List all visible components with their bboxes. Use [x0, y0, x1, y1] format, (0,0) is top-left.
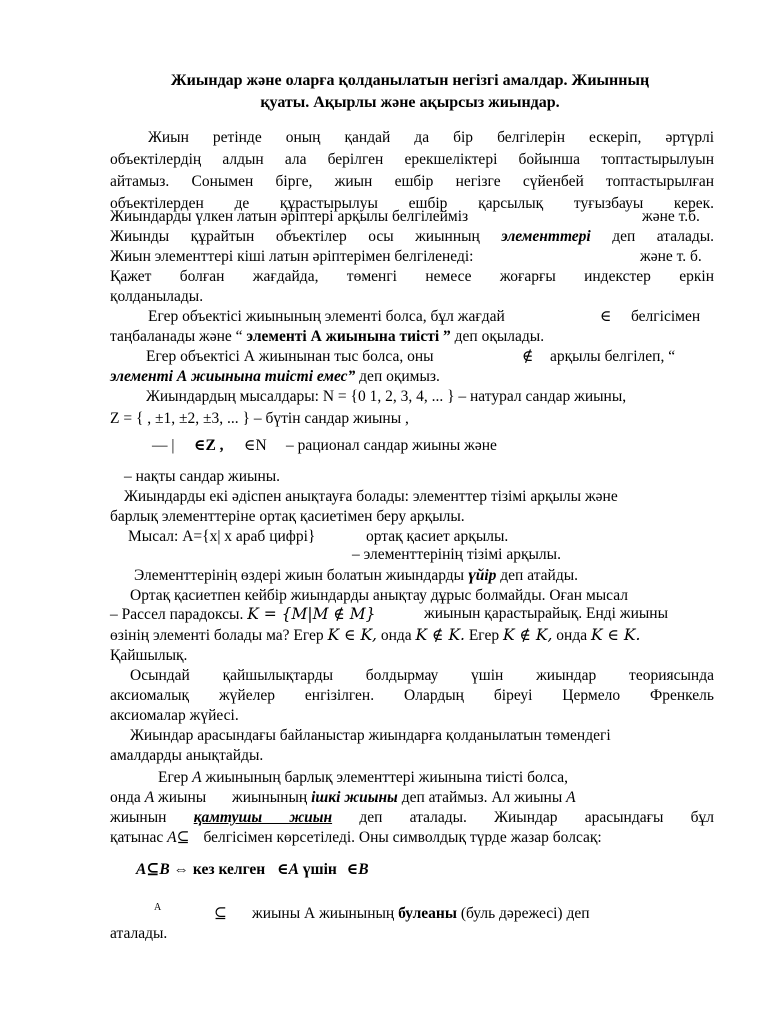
text-span: Элементтерінің өздері жиын болатын жиындарды [134, 567, 465, 584]
paragraph-line: қолданылады. [110, 288, 204, 305]
paragraph-line: амалдарды анықтайды. [110, 747, 264, 764]
term-power-set: булеаны [398, 905, 457, 922]
term-subset: ішкі жиыны [311, 789, 398, 806]
text-span: жиынын қарастырайық. Енді жиыны [424, 605, 668, 622]
formula-span: A⊆B ⇔ [136, 861, 190, 878]
text-span: деп оқылады. [454, 328, 545, 345]
text-span: өзінің элементі болады ма? Егер [110, 627, 324, 644]
title-line-1: Жиындар және оларға қолданылатын негізгі амалдар. Жиынның [170, 72, 650, 89]
text-span: Жиын элементтері кіші латын әріптерімен белгіленеді: [110, 248, 474, 265]
text-span: Егер объектісі А жиынынан тыс болса, оны [146, 348, 434, 365]
paragraph-line: Жиындардың мысалдары: N = {0 1, 2, 3, 4, ... } – натурал сандар жиыны, [146, 388, 627, 405]
paragraph-line: аксиомалық жүйелер енгізілген. Олардың біреуі Цермело Френкель [110, 687, 714, 704]
text-span: – Рассел парадоксы. [110, 606, 244, 623]
paragraph-line [128, 527, 714, 547]
text-span: қатынас [110, 829, 164, 846]
paragraph-line [110, 227, 714, 247]
text-span: үшін [302, 861, 337, 878]
text-span: Мысал: A={x| x араб цифрі} [128, 528, 316, 545]
paragraph-line: Осындай қайшылықтарды болдырмау үшін жиындар теориясында [130, 667, 714, 684]
formula-span: A [192, 769, 202, 786]
text-span: деп атайды. [500, 567, 579, 584]
text-span: таңбаланады және “ [110, 328, 243, 345]
term-superset: қамтушы жиын [193, 809, 333, 826]
integer-set-symbol: ∈Z , [194, 437, 224, 454]
paragraph-line: айтамыз. Сонымен бірге, жиын ешбір негізге сүйенбей топтастырылған [110, 173, 714, 190]
text-span: – рационал сандар жиыны және [286, 437, 497, 454]
formula-span: K ∈ K. [590, 626, 641, 644]
paragraph-line [110, 247, 714, 267]
paragraph-line [152, 436, 714, 456]
text-span: онда [110, 789, 141, 806]
paragraph-line: объектілердің алдын ала берілген ерекшеліктері бойынша топтастырылуын [110, 151, 714, 168]
russell-set-formula: K = {M|M ∉ M} [247, 605, 376, 623]
paragraph-line [148, 307, 714, 327]
text-span: кез келген [192, 861, 266, 878]
text-span: жиынын [110, 809, 167, 826]
text-span: ортақ қасиет арқылы. [366, 528, 509, 545]
formula-span: K ∈ K, [327, 626, 377, 644]
text-span: және т. б. [640, 248, 702, 265]
text-span: жиыны А жиынының [252, 905, 395, 922]
text-span: белгісімен көрсетіледі. Оны символдық түрде жазар болсақ: [203, 829, 602, 846]
paragraph-line [110, 625, 714, 646]
paragraph-line: аксиомалар жүйесі. [110, 707, 239, 724]
paragraph-line [110, 604, 714, 625]
paragraph-line [110, 808, 714, 828]
paragraph-line: Жиындарды екі әдіспен анықтауға болады: элементтер тізімі арқылы және [124, 488, 618, 505]
text-span: Егер объектісі жиынының элементі болса, бұл жағдай [148, 308, 505, 325]
text-span: белгісімен [631, 308, 701, 325]
term-family: үйір [467, 567, 497, 584]
formula-span: K ∉ K. [415, 626, 465, 644]
title-line-2: қуаты. Ақырлы және ақырсыз жиындар. [260, 94, 560, 111]
paragraph-line [110, 828, 714, 848]
element-of-symbol: ∈ [600, 308, 612, 325]
paragraph-line: Жиындар арасындағы байланыстар жиындарға қолданылатын төмендегі [130, 727, 611, 744]
text-span: деп аталады. [612, 228, 714, 245]
text-span: (буль дәрежесі) деп [460, 905, 590, 922]
natural-set-symbol: ∈N [244, 437, 267, 454]
paragraph-line [110, 788, 714, 808]
paragraph-line [110, 367, 714, 387]
text-span: және т.б. [642, 208, 700, 225]
term-belongs: элементі А жиынына тиісті ” [246, 328, 451, 345]
formula-span: ∈B [346, 861, 369, 878]
subset-symbol: ⊆ [214, 905, 227, 922]
text-span: онда [380, 627, 412, 644]
text-span: Жиындарды үлкен латын әріптері арқылы белгілейміз [110, 208, 469, 225]
text-span: арқылы белгілеп, “ [550, 348, 676, 365]
paragraph-line: – нақты сандар жиыны. [124, 468, 281, 485]
paragraph-line: Ортақ қасиетпен кейбір жиындарды анықтау дұрыс болмайды. Оған мысал [130, 587, 628, 604]
text-span: деп атаймыз. Ал жиыны [401, 789, 563, 806]
paragraph-line: Z = { , ±1, ±2, ±3, ... } – бүтін сандар жиыны , [110, 410, 409, 427]
term-not-belongs: элементі А жиынына тиісті емес” [110, 368, 356, 385]
paragraph-line [110, 327, 714, 347]
paragraph-line: аталады. [110, 925, 168, 942]
paragraph-line: Жиын ретінде оның қандай да бір белгілерін ескеріп, әртүрлі [148, 129, 714, 146]
text-span [252, 904, 590, 924]
term-elements: элементтері [501, 228, 591, 245]
text-span: онда [556, 627, 588, 644]
text-span: жиыны [158, 789, 207, 806]
formula-span: A [566, 789, 576, 806]
text-span: Егер [158, 769, 189, 786]
paragraph-line: Қайшылық. [110, 647, 188, 664]
text-span: Жиынды құрайтын объектілер осы жиынның [110, 228, 480, 245]
paragraph-line [146, 347, 714, 367]
text-span: жиынының барлық элементтері жиынына тиісті болса, [205, 769, 569, 786]
text-span: Егер [468, 627, 500, 644]
text-span: деп аталады. Жиындар арасындағы бұл [359, 809, 714, 826]
paragraph-line [134, 566, 714, 586]
subset-definition-formula [136, 860, 714, 880]
text-span: деп оқимыз. [359, 368, 440, 385]
text-span: жиынының [232, 789, 308, 806]
text-span: — | [152, 437, 175, 454]
superscript-a: A [154, 902, 162, 913]
paragraph-line: – элементтерінің тізімі арқылы. [352, 546, 561, 563]
formula-span: A [144, 789, 155, 806]
formula-span: K ∉ K, [502, 626, 553, 644]
paragraph-line [110, 207, 714, 227]
paragraph-line: барлық элементтеріне ортақ қасиетімен беру арқылы. [110, 508, 465, 525]
formula-span: ∈A [277, 861, 299, 878]
paragraph-line [158, 768, 714, 788]
page-title [110, 70, 710, 114]
paragraph-line: Қажет болған жағдайда, төменгі немесе жоғарғы индекстер еркін [110, 268, 714, 285]
subset-symbol: A⊆ [167, 829, 190, 846]
not-element-of-symbol: ∉ [522, 348, 534, 365]
paragraph-line: объектілерден де құрастырылуы ешбір қарсылық туғызбауы керек. [110, 195, 714, 212]
